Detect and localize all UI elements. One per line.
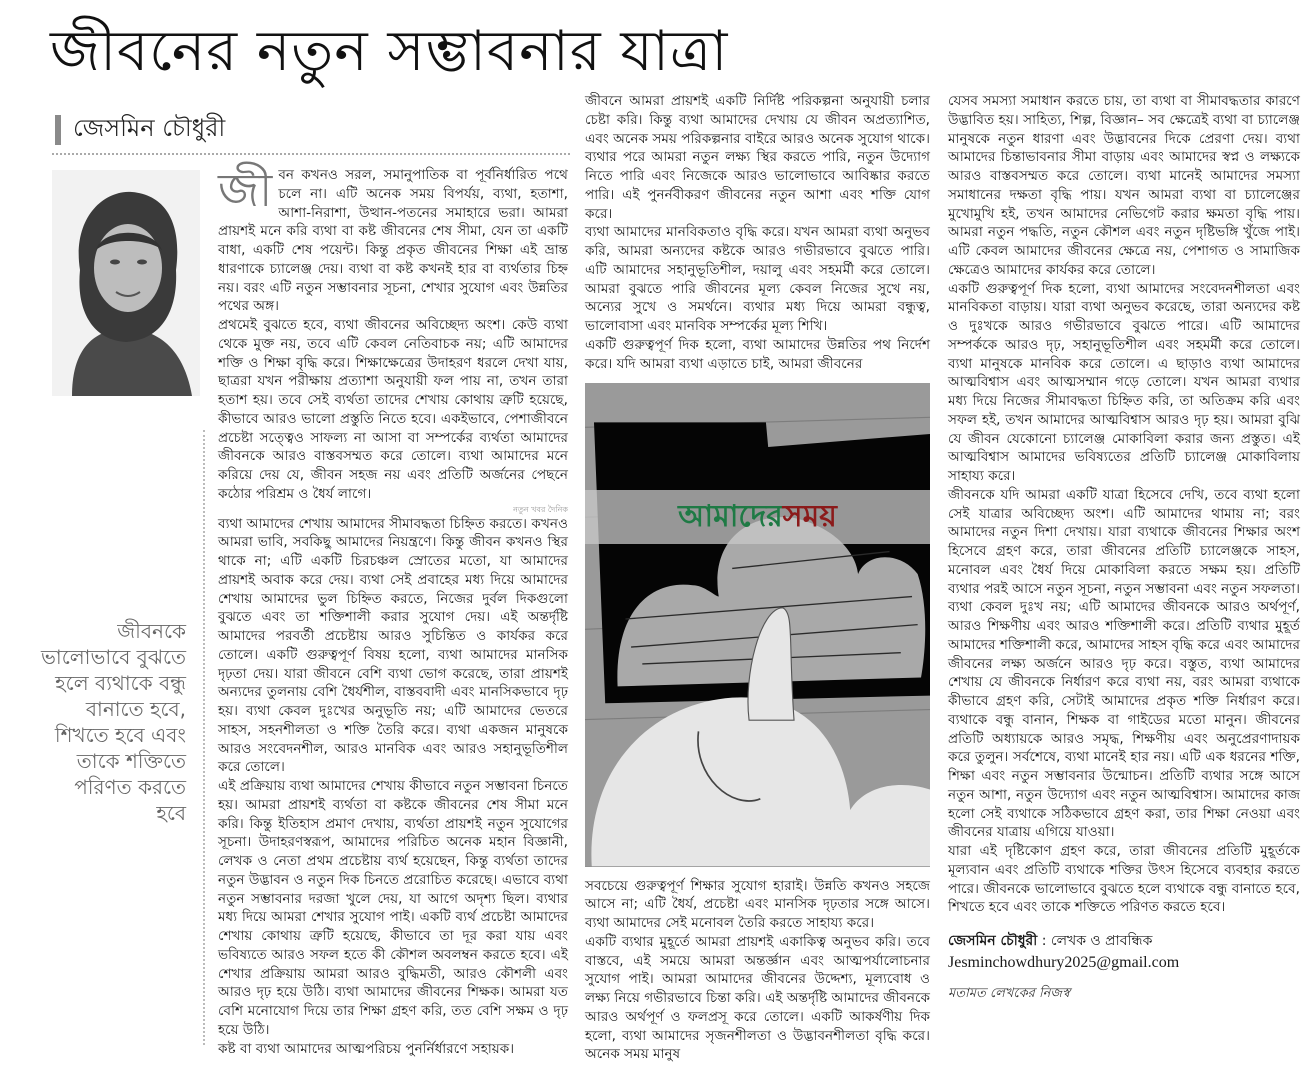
column-3 <box>948 92 1300 1064</box>
paragraph: একটি গুরুত্বপূর্ণ দিক হলো, ব্যথা আমাদের সংবেদনশীলতা এবং মানবিকতা বাড়ায়। যারা ব্যথা অনুভব করেছে, তারা অন্যদের কষ্ট ও দুঃখকে আরও গভীরভাবে বুঝতে পারে। এটি আমাদের সম্পর্ককে আরও দৃঢ়, সহানুভূতিশীল এবং সহমর্মী করে তোলে। ব্যথা মানুষকে মানবিক করে তোলে। এ ছাড়াও ব্যথা আমাদের আত্মবিশ্বাস এবং আত্মসম্মান গড়ে তোলে। যখন আমরা ব্যথার মধ্য দিয়ে নিজের সীমাবদ্ধতা চিহ্নিত করি, তা অতিক্রম করি এবং সফল হই, তখন আমাদের আত্মবিশ্বাস আরও দৃঢ় হয়। আমরা বুঝি যে জীবন যেকোনো চ্যালেঞ্জ মোকাবিলা করার জন্য প্রস্তুত। এই আত্মবিশ্বাস আমাদের ভবিষ্যতের প্রতিটি চ্যালেঞ্জ মোকাবিলায় সাহায্য করে। <box>948 280 1300 484</box>
author-signature <box>948 931 1300 973</box>
paragraph: এই প্রক্রিয়ায় ব্যথা আমাদের শেখায় কীভাবে নতুন সম্ভাবনা চিনতে হয়। আমরা প্রায়শই ব্যর্থতা বা কষ্টকে জীবনের শেষ সীমা মনে করি। কিন্তু ইতিহাস প্রমাণ দেখায়, ব্যর্থতা প্রায়শই নতুন সুযোগের সূচনা। উদাহরণস্বরূপ, আমাদের পরিচিত অনেক মহান বিজ্ঞানী, লেখক ও নেতা প্রথম প্রচেষ্টায় ব্যর্থ হয়েছেন, কিন্তু ব্যর্থতা তাদের নতুন উদ্ভাবন ও নতুন দিক চিনতে প্ররোচিত করেছে। এভাবে ব্যথা নতুন সম্ভাবনার দরজা খুলে দেয়, যা আগে অদৃশ্য ছিল। ব্যথার মধ্য দিয়ে আমরা শেখার সুযোগ পাই। একটি ব্যর্থ প্রচেষ্টা আমাদের শেখায় কোথায় ত্রুটি হয়েছে, কীভাবে তা দূর করা যায় এবং ভবিষ্যতে আরও সফল হতে কী কৌশল অবলম্বন করতে হবে। এই শেখার প্রক্রিয়ায় আমরা আরও বুদ্ধিমতী, আরও কৌশলী এবং আরও দৃঢ় হয়ে উঠি। ব্যথা আমাদের জীবনের শিক্ষক। আমরা যত বেশি মনোযোগ দিয়ে তার শিক্ষা গ্রহণ করি, তত বেশি সক্ষম ও দৃঢ় হয়ে উঠি। <box>218 778 568 1038</box>
signature-name: জেসমিন চৌধুরী <box>948 933 1038 949</box>
paragraph: যারা এই দৃষ্টিকোণ গ্রহণ করে, তারা জীবনের প্রতিটি মুহূর্তকে মূল্যবান এবং প্রতিটি ব্যথাকে শক্তির উৎস হিসেবে ব্যবহার করতে পারে। জীবনকে ভালোভাবে বুঝতে হলে ব্যথাকে বন্ধু বানাতে হবে, শিখতে হবে এবং তাকে শক্তিতে পরিণত করতে হবে। <box>948 843 1300 916</box>
divider-horizontal <box>52 153 570 155</box>
drop-cap: জী <box>218 163 273 217</box>
signature-role: : লেখক ও প্রাবন্ধিক <box>1037 933 1153 949</box>
paragraph: একটি গুরুত্বপূর্ণ দিক হলো, ব্যথা আমাদের উন্নতির পথ নির্দেশ করে। যদি আমরা ব্যথা এড়াতে চাই, আমরা জীবনের <box>585 336 930 372</box>
paragraph: ব্যথা আমাদের শেখায় আমাদের সীমাবদ্ধতা চিহ্নিত করতে। কখনও আমরা ভাবি, সবকিছু আমাদের নিয়ন্ত্রণে। কিন্তু জীবন কখনও স্থির থাকে না; এটি একটি চিরচঞ্চল স্রোতের মতো, যা আমাদের প্রায়শই অবাক করে দেয়। ব্যথা সেই প্রবাহের মধ্য দিয়ে আমাদের শেখায় আমাদের ভুল চিহ্নিত করতে, নিজের দুর্বল দিকগুলো বুঝতে এবং তা শক্তিশালী করার সুযোগ দেয়। এই অন্তর্দৃষ্টি আমাদের পরবর্তী প্রচেষ্টায় আরও সুচিন্তিত ও কার্যকর করে তোলে। একটি গুরুত্বপূর্ণ বিষয় হলো, ব্যথা আমাদের মানসিক দৃঢ়তা দেয়। যারা জীবনে বেশি ব্যথা ভোগ করেছে, তারা প্রায়শই অন্যদের তুলনায় বেশি ধৈর্যশীল, বাস্তববাদী এবং মানসিকভাবে দৃঢ় হয়। ব্যথা কেবল দুঃখের অনুভূতি নয়; এটি আমাদের ভেতরে সাহস, সহনশীলতা ও শক্তি তৈরি করে। ব্যথা একজন মানুষকে আরও সংবেদনশীল, আরও মানবিক এবং আরও সহানুভূতিশীল করে তোলে। <box>218 515 568 776</box>
column-2 <box>585 92 930 1064</box>
paragraph: একটি ব্যথার মুহূর্তে আমরা প্রায়শই একাকিত্ব অনুভব করি। তবে বাস্তবে, এই সময়ে আমরা অন্তর্জ্ঞান এবং আত্মপর্যালোচনার সুযোগ পাই। আমরা আমাদের জীবনের উদ্দেশ্য, মূল্যবোধ ও লক্ষ্য নিয়ে গভীরভাবে চিন্তা করি। এই অন্তর্দৃষ্টি আমাদের জীবনকে আরও অর্থপূর্ণ ও ফলপ্রসূ করে তোলে। একটি আকর্ষণীয় দিক হলো, ব্যথা আমাদের সৃজনশীলতা ও উদ্ভাবনশীলতা বৃদ্ধি করে। অনেক সময় মানুষ <box>585 933 930 1063</box>
opinion-disclaimer: মতামত লেখকের নিজস্ব <box>948 986 1070 1001</box>
paragraph: জীবন কখনও সরল, সমানুপাতিক বা পূর্বনির্ধারিত পথে চলে না। এটি অনেক সময় বিপর্যয়, ব্যথা, হতাশা, আশা-নিরাশা, উত্থান-পতনের সমাহারে ভরা। আমরা প্রায়শই মনে করি ব্যথা বা কষ্ট জীবনের শেষ সীমা, যেন তা একটি বাধা, একটি শেষ পয়েন্ট। কিন্তু প্রকৃত জীবনের শিক্ষা এই ভ্রান্ত ধারণাকে চ্যালেঞ্জ দেয়। ব্যথা বা কষ্ট কখনই হার বা ব্যর্থতার চিহ্ন নয়। বরং এটি নতুন সম্ভাবনার সূচনা, শেখার সুযোগ এবং উন্নতির পথের অঙ্গ। <box>218 163 568 315</box>
column-1 <box>218 163 568 1058</box>
paragraph: যেসব সমস্যা সমাধান করতে চায়, তা ব্যথা বা সীমাবদ্ধতার কারণে উদ্ভাবিত হয়। সাহিত্য, শিল্প, বিজ্ঞান– সব ক্ষেত্রেই ব্যথা বা চ্যালেঞ্জ মানুষকে নতুন ধারণা এবং উদ্ভাবনের দিকে প্রেরণা দেয়। ব্যথা আমাদের চিন্তাভাবনার সীমা বাড়ায় এবং আমাদের স্বপ্ন ও লক্ষ্যকে আরও বাস্তবসম্মত করে তোলে। ব্যথা মানেই আমাদের সমস্যা সমাধানের দক্ষতা বৃদ্ধি পায়। যখন আমরা ব্যথা বা চ্যালেঞ্জের মুখোমুখি হই, তখন আমাদের নেভিগেট করার ক্ষমতা বৃদ্ধি পায়। আমরা নতুন পদ্ধতি, নতুন কৌশল এবং নতুন দৃষ্টিভঙ্গি খুঁজে পাই। এটি কেবল আমাদের জীবনের ক্ষেত্রে নয়, পেশাগত ও সামাজিক ক্ষেত্রেও আমাদের কার্যকর করে তোলে। <box>948 93 1300 278</box>
paragraph: জীবনে আমরা প্রায়শই একটি নির্দিষ্ট পরিকল্পনা অনুযায়ী চলার চেষ্টা করি। কিন্তু ব্যথা আমাদের দেখায় যে জীবন অপ্রত্যাশিত, এবং অনেক সময় পরিকল্পনার বাইরে আরও অনেক সুযোগ থাকে। ব্যথার পরে আমরা নতুন লক্ষ্য স্থির করতে পারি, নতুন উদ্যোগ নিতে পারি এবং নিজেকে আরও ভালোভাবে আবিষ্কার করতে পারি। এই পুনর্নবীকরণ জীবনের নতুন আশা এবং শক্তি যোগ করে। <box>585 93 930 222</box>
author-photo <box>52 170 200 396</box>
article-illustration <box>585 383 930 866</box>
paragraph: সবচেয়ে গুরুত্বপূর্ণ শিক্ষার সুযোগ হারাই। উন্নতি কখনও সহজে আসে না; এটি ধৈর্য, প্রচেষ্টা এবং মানসিক দৃঢ়তার সঙ্গে আসে। ব্যথা আমাদের সেই মনোবল তৈরি করতে সাহায্য করে। <box>585 877 930 931</box>
column-2-bottom <box>585 877 930 1065</box>
paragraph: ব্যথা আমাদের মানবিকতাও বৃদ্ধি করে। যখন আমরা ব্যথা অনুভব করি, আমরা অন্যদের কষ্টকে আরও গভীরভাবে বুঝতে পারি। এটি আমাদের সহানুভূতিশীল, দয়ালু এবং সহমর্মী করে তোলে। আমরা বুঝতে পারি জীবনের মূল্য কেবল নিজের সুখে নয়, অন্যের সুখে ও সমর্থনে। ব্যথার মধ্য দিয়ে আমরা বন্ধুত্ব, ভালোবাসা এবং মানবিক সম্পর্কের মূল্য শিখি। <box>585 224 930 334</box>
pull-quote: জীবনকে ভালোভাবে বুঝতে হলে ব্যথাকে বন্ধু বানাতে হবে, শিখতে হবে এবং তাকে শক্তিতে পরিণত করতে হবে <box>41 619 186 825</box>
byline <box>55 112 225 148</box>
byline-bar <box>55 115 61 145</box>
watermark-part2: সময় <box>782 498 837 534</box>
watermark-part1: আমাদের <box>678 498 783 534</box>
small-credit: নতুন খবর দৈনিক <box>513 504 568 514</box>
divider-vertical <box>203 430 205 1045</box>
paragraph: কষ্ট বা ব্যথা আমাদের আত্মপরিচয় পুনর্নির্ধারণে সহায়ক। <box>218 1040 515 1057</box>
author-email: Jesminchowdhury2025@gmail.com <box>948 954 1180 971</box>
author-name: জেসমিন চৌধুরী <box>73 114 226 142</box>
article-title: জীবনের নতুন সম্ভাবনার যাত্রা <box>50 19 729 84</box>
publisher-watermark <box>585 490 930 544</box>
paragraph: জীবনকে যদি আমরা একটি যাত্রা হিসেবে দেখি, তবে ব্যথা হলো সেই যাত্রার অবিচ্ছেদ্য অংশ। এটি আমাদের থামায় না; বরং আমাদের নতুন দিশা দেখায়। যারা ব্যথাকে জীবনের শিক্ষার অংশ হিসেবে গ্রহণ করে, তারা জীবনের প্রতিটি চ্যালেঞ্জকে সাহস, মনোবল এবং ধৈর্য দিয়ে মোকাবিলা করতে সক্ষম হয়। প্রতিটি ব্যথার পরই আসে নতুন সূচনা, নতুন সম্ভাবনা এবং নতুন সফলতা। ব্যথা কেবল দুঃখ নয়; এটি আমাদের জীবনকে আরও অর্থপূর্ণ, আরও শিক্ষণীয় এবং আরও শক্তিশালী করে। প্রতিটি ব্যথার মুহূর্ত আমাদের শক্তিশালী করে, আমাদের সাহস বৃদ্ধি করে এবং আমাদের জীবনের লক্ষ্য অর্জনে আরও দৃঢ় করে। বস্তুত, ব্যথা আমাদের শেখায় যে জীবনকে নির্ধারণ করে ব্যথা নয়, বরং আমরা ব্যথাকে কীভাবে গ্রহণ করি, সেটাই আমাদের প্রকৃত শক্তি নির্ধারণ করে। ব্যথাকে বন্ধু বানান, শিক্ষক বা গাইডের মতো মানুন। জীবনের প্রতিটি অধ্যায়কে আরও সমৃদ্ধ, শিক্ষণীয় এবং অনুপ্রেরণাদায়ক করে তুলুন। সর্বশেষে, ব্যথা মানেই হার নয়। এটি এক ধরনের শক্তি, শিক্ষা এবং নতুন সম্ভাবনার উন্মোচন। প্রতিটি ব্যথার সঙ্গে আসে নতুন আশা, নতুন উদ্যোগ এবং নতুন আত্মবিশ্বাস। আমাদের কাজ হলো সেই ব্যথাকে সঠিকভাবে গ্রহণ করা, তার শিক্ষা নেওয়া এবং জীবনের যাত্রায় এগিয়ে যাওয়া। <box>948 486 1300 841</box>
paragraph: প্রথমেই বুঝতে হবে, ব্যথা জীবনের অবিচ্ছেদ্য অংশ। কেউ ব্যথা থেকে মুক্ত নয়, তবে এটি কেবল নেতিবাচক নয়; এটি আমাদের শক্তি ও শিক্ষা বৃদ্ধি করে। শিক্ষাক্ষেত্রের উদাহরণ ধরলে দেখা যায়, ছাত্ররা যখন পরীক্ষায় প্রত্যাশা অনুযায়ী ফল পায় না, তখন তারা হতাশ হয়। তবে সেই ব্যর্থতা তাদের শেখায় কোথায় ত্রুটি হয়েছে, কীভাবে আরও ভালো প্রস্তুতি নিতে হবে। একইভাবে, পেশাজীবনে প্রচেষ্টা সত্ত্বেও সাফল্য না আসা বা সম্পর্কের ব্যর্থতা আমাদের জীবনকে আরও বাস্তবসম্মত করে তোলে। ব্যথা আমাদের মনে করিয়ে দেয় যে, জীবন সহজ নয় এবং প্রতিটি অর্জনের পেছনে কঠোর পরিশ্রম ও ধৈর্য লাগে। <box>218 317 568 502</box>
column-2-top <box>585 92 930 373</box>
